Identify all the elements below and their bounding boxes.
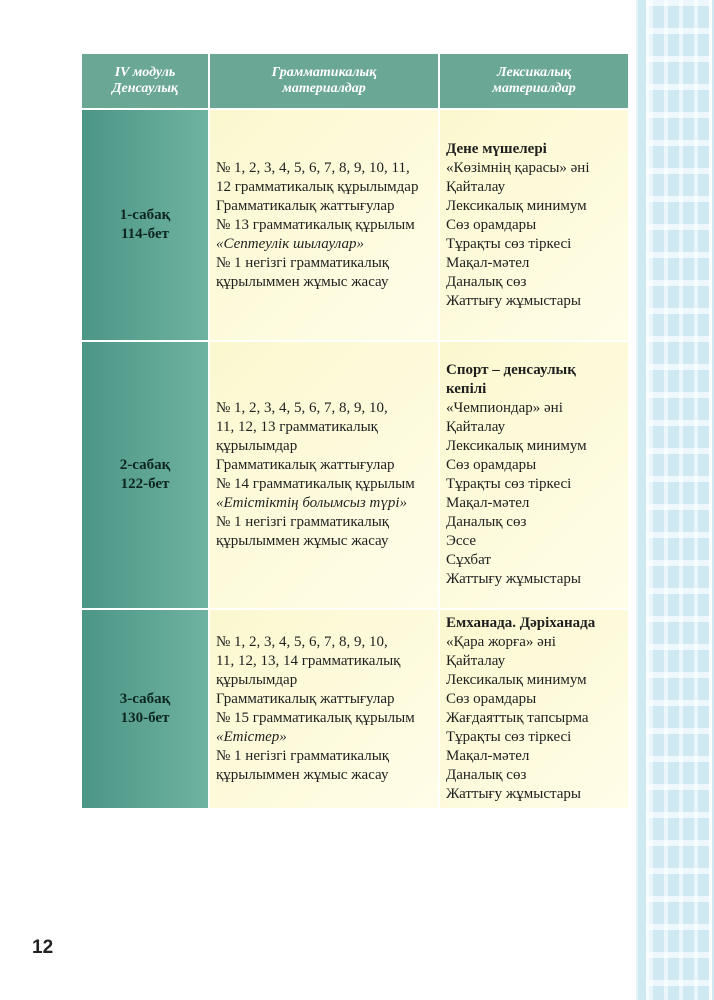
lexis-topic-title: Спорт – денсаулық <box>446 362 576 378</box>
lesson-label: 2-сабақ <box>119 457 171 473</box>
lexis-line: Эссе <box>446 533 477 549</box>
lexis-line: Жаттығу жұмыстары <box>446 292 581 309</box>
lexis-line: Сұхбат <box>446 552 491 568</box>
grammar-line: № 1, 2, 3, 4, 5, 6, 7, 8, 9, 10, 11, <box>216 159 410 176</box>
grammar-line: № 15 грамматикалық құрылым <box>216 710 415 726</box>
grammar-cell <box>209 341 439 609</box>
lexis-line: Тұрақты сөз тіркесі <box>446 729 572 745</box>
grammar-line: № 1 негізгі грамматикалық <box>216 514 390 530</box>
header-module-line-1: IV модуль <box>114 65 176 80</box>
grammar-cell <box>209 609 439 809</box>
grammar-line: № 1, 2, 3, 4, 5, 6, 7, 8, 9, 10, <box>216 400 388 416</box>
lexis-line: Жаттығу жұмыстары <box>446 571 581 587</box>
grammar-cell <box>209 109 439 341</box>
header-module-line-2: Денсаулық <box>111 81 179 96</box>
lesson-page: 122-бет <box>120 476 170 492</box>
lexis-line: Лексикалық минимум <box>446 672 587 688</box>
grammar-line: 11, 12, 13 грамматикалық <box>216 419 378 435</box>
lexis-line: Жағдаяттық тапсырма <box>446 710 589 726</box>
lesson-cell <box>81 609 209 809</box>
header-grammar <box>209 53 439 109</box>
lexis-line: Мақал-мәтел <box>446 495 530 511</box>
lexis-line: Жаттығу жұмыстары <box>446 786 581 802</box>
table-header-row <box>81 53 629 109</box>
grammar-line: құрылыммен жұмыс жасау <box>216 273 389 290</box>
table-row <box>81 609 629 809</box>
grammar-line: № 14 грамматикалық құрылым <box>216 476 415 492</box>
lexis-line: Даналық сөз <box>446 767 527 783</box>
header-grammar-line-2: материалдар <box>282 81 366 96</box>
grammar-line: «Етістіктің болымсыз түрі» <box>216 495 407 511</box>
lexis-line: «Көзімнің қарасы» әні <box>446 159 590 176</box>
grammar-line: Грамматикалық жаттығулар <box>216 691 395 707</box>
grammar-line: құрылымдар <box>216 438 298 454</box>
grammar-line: № 1, 2, 3, 4, 5, 6, 7, 8, 9, 10, <box>216 634 388 650</box>
lexis-line: Мақал-мәтел <box>446 748 530 764</box>
page-number: 12 <box>32 937 54 958</box>
lexis-cell <box>439 609 629 809</box>
lexis-line: Қайталау <box>446 653 506 669</box>
lesson-cell <box>81 109 209 341</box>
lexis-topic-title: Дене мүшелері <box>446 140 547 157</box>
lexis-cell <box>439 109 629 341</box>
header-lexis-line-2: материалдар <box>492 81 576 96</box>
lexis-line: Лексикалық минимум <box>446 197 587 214</box>
lexis-line: Даналық сөз <box>446 514 527 530</box>
lesson-page: 130-бет <box>120 710 170 726</box>
module-schedule-table <box>80 52 630 810</box>
header-lexis-line-1: Лексикалық <box>496 65 572 80</box>
header-lexis <box>439 53 629 109</box>
table-row <box>81 109 629 341</box>
lexis-line: Қайталау <box>446 178 506 195</box>
lexis-cell <box>439 341 629 609</box>
grammar-line: Грамматикалық жаттығулар <box>216 197 395 214</box>
lexis-line: Сөз орамдары <box>446 457 537 473</box>
header-module <box>81 53 209 109</box>
lesson-label: 1-сабақ <box>119 207 171 223</box>
lexis-line: Даналық сөз <box>446 273 527 290</box>
lexis-line: Тұрақты сөз тіркесі <box>446 235 572 252</box>
table-row <box>81 341 629 609</box>
ornament-pattern <box>646 0 712 1000</box>
lesson-label: 3-сабақ <box>119 691 171 707</box>
grammar-line: № 1 негізгі грамматикалық <box>216 254 390 271</box>
grammar-line: № 13 грамматикалық құрылым <box>216 216 415 233</box>
lexis-line: Қайталау <box>446 419 506 435</box>
header-grammar-line-1: Грамматикалық <box>271 65 377 80</box>
lesson-cell <box>81 341 209 609</box>
grammar-line: «Етістер» <box>216 729 287 745</box>
lexis-line: Лексикалық минимум <box>446 438 587 454</box>
grammar-line: құрылыммен жұмыс жасау <box>216 767 389 783</box>
lexis-line: «Чемпиондар» әні <box>446 400 563 416</box>
grammar-line: құрылымдар <box>216 672 298 688</box>
grammar-line: № 1 негізгі грамматикалық <box>216 748 390 764</box>
lexis-topic-title: кепілі <box>446 381 487 397</box>
grammar-line: «Септеулік шылаулар» <box>216 235 364 252</box>
lesson-page: 114-бет <box>121 226 169 242</box>
lexis-topic-title: Емханада. Дәріханада <box>446 615 596 631</box>
lexis-line: «Қара жорға» әні <box>446 634 556 650</box>
grammar-line: құрылыммен жұмыс жасау <box>216 533 389 549</box>
decorative-side-band <box>636 0 714 1000</box>
lexis-line: Тұрақты сөз тіркесі <box>446 476 572 492</box>
grammar-line: 11, 12, 13, 14 грамматикалық <box>216 653 401 669</box>
grammar-line: 12 грамматикалық құрылымдар <box>216 178 419 195</box>
grammar-line: Грамматикалық жаттығулар <box>216 457 395 473</box>
lexis-line: Сөз орамдары <box>446 216 537 233</box>
lexis-line: Сөз орамдары <box>446 691 537 707</box>
lexis-line: Мақал-мәтел <box>446 254 530 271</box>
